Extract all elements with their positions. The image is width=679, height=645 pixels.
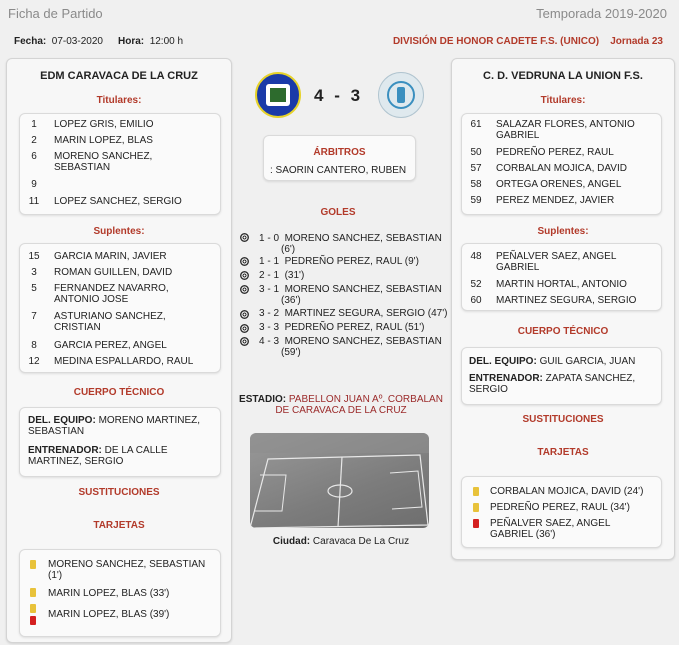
staff-role: ENTRENADOR: xyxy=(469,373,543,384)
player-name: FERNANDEZ NAVARRO, ANTONIO JOSE xyxy=(54,283,169,305)
date-label: Fecha: xyxy=(14,36,47,47)
staff-name: MORENO MARTINEZ, SEBASTIAN xyxy=(28,415,201,437)
away-subs-box xyxy=(461,243,662,311)
player-number: 8 xyxy=(31,340,37,351)
goal-entry xyxy=(259,256,419,267)
staff-row xyxy=(28,445,208,467)
player-name: PEÑALVER SAEZ, ANGEL GABRIEL xyxy=(496,251,617,273)
competition-info xyxy=(393,36,663,47)
goal-entry xyxy=(259,270,304,281)
away-team-name[interactable]: C. D. VEDRUNA LA UNION F.S. xyxy=(483,70,643,82)
player-number: 9 xyxy=(31,179,37,190)
yellow-card-icon xyxy=(30,560,36,569)
round-label: Jornada 23 xyxy=(610,36,663,47)
staff-role: ENTRENADOR: xyxy=(28,445,102,456)
city-label: Ciudad: xyxy=(272,536,311,547)
card-entry: MARIN LOPEZ, BLAS (39') xyxy=(48,609,170,620)
player-number: 61 xyxy=(470,119,482,130)
goal-score: 3 - 3 xyxy=(259,322,280,333)
goal-scorer: MORENO SANCHEZ, SEBASTIAN xyxy=(284,233,442,244)
player-name: PEDREÑO PEREZ, RAUL xyxy=(496,147,614,158)
soccer-ball-icon xyxy=(240,257,249,266)
player-number: 59 xyxy=(470,195,482,206)
goal-score: 1 - 0 xyxy=(259,233,280,244)
stadium-info xyxy=(238,394,444,416)
player-number: 52 xyxy=(470,279,482,290)
player-number: 48 xyxy=(470,251,482,262)
player-name: ROMAN GUILLEN, DAVID xyxy=(54,267,173,278)
stadium-photo xyxy=(250,433,429,528)
away-score: 3 xyxy=(350,86,362,105)
player-number: 1 xyxy=(31,119,37,130)
player-number: 7 xyxy=(31,311,37,322)
goal-entry xyxy=(259,308,447,319)
away-team-panel xyxy=(451,58,675,560)
page-title: Ficha de Partido xyxy=(8,6,103,21)
goal-scorer: MORENO SANCHEZ, SEBASTIAN xyxy=(284,284,442,295)
home-substitutions-title: SUSTITUCIONES xyxy=(78,487,160,498)
away-cards-box xyxy=(461,476,662,548)
home-team-crest-icon[interactable] xyxy=(255,72,301,118)
time-value: 12:00 h xyxy=(149,36,184,47)
referees-box xyxy=(263,135,416,181)
home-cards-title: TARJETAS xyxy=(93,520,145,531)
home-staff-box xyxy=(19,407,221,477)
referee-entry: : SAORIN CANTERO, RUBEN xyxy=(270,165,407,176)
home-subs-title: Suplentes: xyxy=(93,226,145,237)
staff-name: DE LA CALLE MARTINEZ, SERGIO xyxy=(28,445,168,467)
staff-row xyxy=(469,356,654,367)
yellow-card-icon xyxy=(30,604,36,613)
away-staff-title: CUERPO TÉCNICO xyxy=(517,326,609,337)
staff-role: DEL. EQUIPO: xyxy=(28,415,96,426)
home-staff-title: CUERPO TÉCNICO xyxy=(73,387,165,398)
player-number: 11 xyxy=(28,196,40,207)
player-name: ASTURIANO SANCHEZ, CRISTIAN xyxy=(54,311,166,333)
away-team-crest-icon[interactable] xyxy=(378,72,424,118)
season-label: Temporada 2019-2020 xyxy=(536,6,667,21)
goals-title: GOLES xyxy=(320,207,356,218)
goal-minute: (6') xyxy=(281,244,296,255)
home-subs-box xyxy=(19,243,221,373)
field-lines xyxy=(250,433,429,528)
player-name: MARIN LOPEZ, BLAS xyxy=(54,135,153,146)
goal-entry xyxy=(259,284,449,306)
home-score: 4 xyxy=(314,86,325,105)
player-number: 5 xyxy=(31,283,37,294)
card-entry: CORBALAN MOJICA, DAVID (24') xyxy=(490,486,644,497)
home-starters-box xyxy=(19,113,221,215)
player-number: 3 xyxy=(31,267,37,278)
soccer-ball-icon xyxy=(240,271,249,280)
away-starters-box xyxy=(461,113,662,215)
goal-scorer: PEDREÑO PEREZ, RAUL (9') xyxy=(284,256,419,267)
player-number: 50 xyxy=(470,147,482,158)
red-card-icon xyxy=(473,519,479,528)
stadium-label: ESTADIO: xyxy=(239,394,287,405)
away-staff-box xyxy=(461,347,662,405)
staff-name: ZAPATA SANCHEZ, SERGIO xyxy=(469,373,636,395)
away-substitutions-title: SUSTITUCIONES xyxy=(522,414,604,425)
player-name: LOPEZ SANCHEZ, SERGIO xyxy=(54,196,182,207)
staff-name: GUIL GARCIA, JUAN xyxy=(539,356,636,367)
date-value: 07-03-2020 xyxy=(51,36,103,47)
staff-role: DEL. EQUIPO: xyxy=(469,356,537,367)
player-name: MARTINEZ SEGURA, SERGIO xyxy=(496,295,637,306)
card-entry: MORENO SANCHEZ, SEBASTIAN (1') xyxy=(48,559,206,581)
player-number: 58 xyxy=(470,179,482,190)
competition-name[interactable]: DIVISIÓN DE HONOR CADETE F.S. (UNICO) xyxy=(392,36,600,47)
yellow-card-icon xyxy=(473,503,479,512)
scoreboard xyxy=(314,86,361,106)
goal-score: 3 - 2 xyxy=(259,308,280,319)
match-time xyxy=(118,36,183,47)
goal-scorer: MORENO SANCHEZ, SEBASTIAN xyxy=(284,336,442,347)
match-date xyxy=(14,36,103,47)
home-starters-title: Titulares: xyxy=(96,95,142,106)
goal-scorer: PEDREÑO PEREZ, RAUL (51') xyxy=(284,322,425,333)
home-team-panel xyxy=(6,58,232,643)
goal-score: 2 - 1 xyxy=(259,270,280,281)
player-name: MEDINA ESPALLARDO, RAUL xyxy=(54,356,194,367)
staff-row xyxy=(28,415,208,437)
home-team-name[interactable]: EDM CARAVACA DE LA CRUZ xyxy=(40,70,198,82)
away-starters-title: Titulares: xyxy=(540,95,586,106)
goal-entry xyxy=(259,233,449,255)
staff-row xyxy=(469,373,654,395)
player-name: MARTIN HORTAL, ANTONIO xyxy=(496,279,627,290)
soccer-ball-icon xyxy=(240,337,249,346)
player-number: 15 xyxy=(28,251,40,262)
time-label: Hora: xyxy=(118,36,145,47)
goal-minute: (59') xyxy=(281,347,301,358)
player-name: LOPEZ GRIS, EMILIO xyxy=(54,119,154,130)
goal-score: 1 - 1 xyxy=(259,256,280,267)
player-number: 6 xyxy=(31,151,37,162)
goal-scorer: MARTINEZ SEGURA, SERGIO (47') xyxy=(284,308,448,319)
player-name: PEREZ MENDEZ, JAVIER xyxy=(496,195,615,206)
goal-score: 4 - 3 xyxy=(259,336,280,347)
soccer-ball-icon xyxy=(240,324,249,333)
player-name: SALAZAR FLORES, ANTONIO GABRIEL xyxy=(496,119,635,141)
player-name: GARCIA MARIN, JAVIER xyxy=(54,251,167,262)
card-entry: PEÑALVER SAEZ, ANGEL GABRIEL (36') xyxy=(490,518,611,540)
goal-scorer: (31') xyxy=(284,270,305,281)
player-name: CORBALAN MOJICA, DAVID xyxy=(496,163,627,174)
player-name: ORTEGA ORENES, ANGEL xyxy=(496,179,622,190)
goal-minute: (36') xyxy=(281,295,301,306)
player-name: MORENO SANCHEZ, SEBASTIAN xyxy=(54,151,153,173)
goal-score: 3 - 1 xyxy=(259,284,280,295)
player-number: 57 xyxy=(470,163,482,174)
away-subs-title: Suplentes: xyxy=(537,226,589,237)
score-separator: - xyxy=(334,86,341,105)
red-card-icon xyxy=(30,616,36,625)
soccer-ball-icon xyxy=(240,233,249,242)
referees-title: ÁRBITROS xyxy=(313,147,366,158)
player-number: 2 xyxy=(31,135,37,146)
city-info xyxy=(238,536,444,547)
yellow-card-icon xyxy=(30,588,36,597)
yellow-card-icon xyxy=(473,487,479,496)
away-cards-title: TARJETAS xyxy=(537,447,589,458)
soccer-ball-icon xyxy=(240,285,249,294)
player-number: 12 xyxy=(28,356,40,367)
soccer-ball-icon xyxy=(240,310,249,319)
stadium-name[interactable]: PABELLON JUAN Aº. CORBALAN DE CARAVACA DE LA CRUZ xyxy=(275,394,443,416)
goal-entry xyxy=(259,336,449,358)
city-name: Caravaca De La Cruz xyxy=(312,536,410,547)
goal-entry xyxy=(259,322,424,333)
player-name: GARCIA PEREZ, ANGEL xyxy=(54,340,167,351)
card-entry: MARIN LOPEZ, BLAS (33') xyxy=(48,588,170,599)
home-cards-box xyxy=(19,549,221,637)
player-number: 60 xyxy=(470,295,482,306)
card-entry: PEDREÑO PEREZ, RAUL (34') xyxy=(490,502,630,513)
